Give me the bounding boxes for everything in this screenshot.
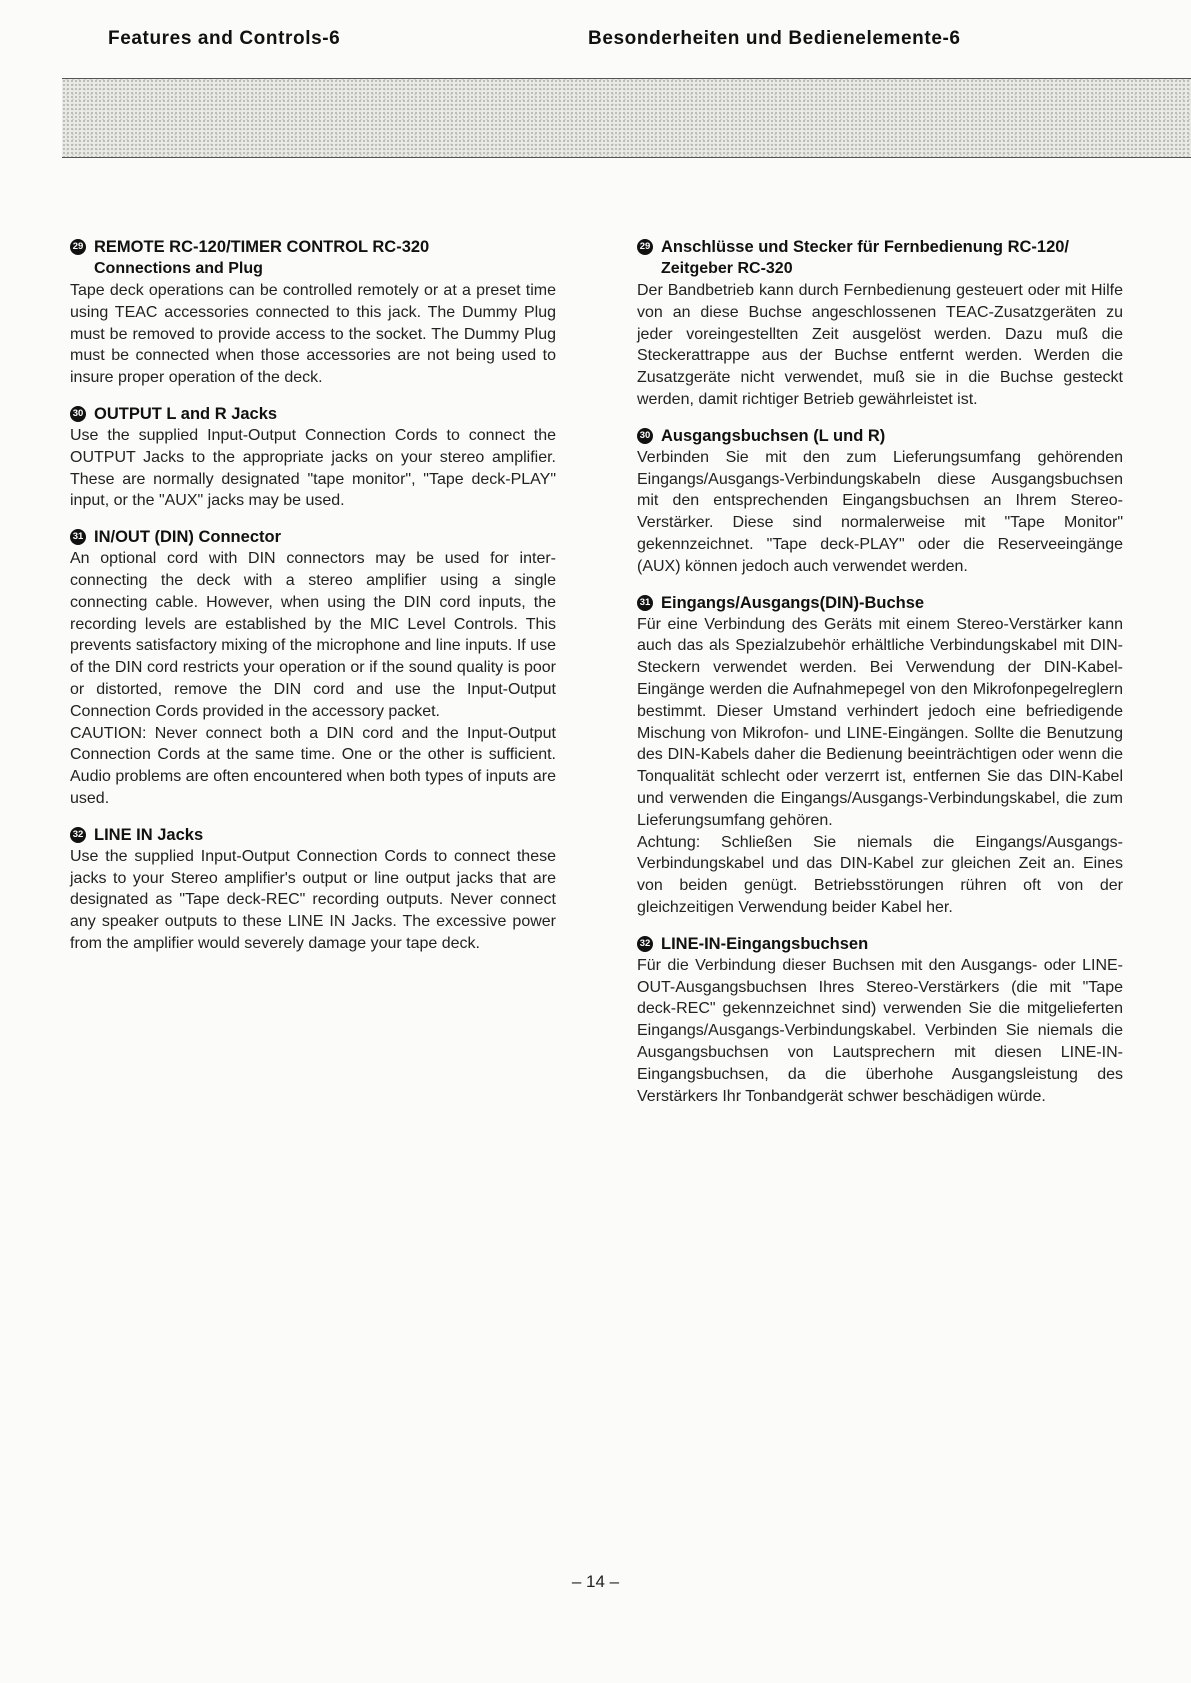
section-heading bbox=[70, 236, 556, 258]
section-line-in bbox=[70, 824, 556, 955]
section-heading bbox=[637, 425, 1123, 447]
section-paragraph: Use the supplied Input-Output Connection Cords to connect these jacks to your Stereo amplifier's output or line output jacks that are designated as "Tape deck-REC" recording outputs. Never connect any speaker outputs to these LINE IN Jacks. The excessive power from the amplifier would severely damage your tape deck. bbox=[70, 847, 556, 952]
section-heading bbox=[70, 403, 556, 425]
item-number-badge: 32 bbox=[70, 827, 86, 843]
caution-paragraph: Achtung: Schließen Sie niemals die Eingangs/Ausgangs-Verbindungskabel und das DIN-Kabel zur gleichen Zeit an. Eines von beiden genügt. Betriebsstörungen rühren oft von der gleichzeitigen Verwendung beider Kabel her. bbox=[637, 833, 1123, 916]
german-column bbox=[637, 236, 1123, 1121]
item-number-badge: 31 bbox=[70, 529, 86, 545]
heading-text: OUTPUT L and R Jacks bbox=[94, 404, 278, 423]
page-number: – 14 – bbox=[571, 1572, 620, 1591]
item-number-badge: 30 bbox=[637, 428, 653, 444]
header-band bbox=[62, 78, 1191, 158]
section-heading bbox=[637, 236, 1123, 258]
header-title-german: Besonderheiten und Bedienelemente-6 bbox=[588, 28, 961, 49]
section-line-in-buchsen bbox=[637, 933, 1123, 1108]
item-number-badge: 29 bbox=[637, 239, 653, 255]
section-output-jacks bbox=[70, 403, 556, 512]
heading-text: LINE-IN-Eingangsbuchsen bbox=[661, 934, 869, 953]
section-paragraph: Für eine Verbindung des Geräts mit einem Stereo-Verstärker kann auch das als Spezialzubehör erhältliche Verbindungskabel mit DIN-Steckern verwendet werden. Bei Verwendung der DIN-Kabel-Eingänge werden die Aufnahmepegel von den Mikrofonpegelreglern bestimmt. Dieser Umstand verhindert jedoch eine befriedigende Mischung von Mikrofon- und LINE-Eingängen. Sollte die Benutzung des DIN-Kabels daher die Bedienung beeinträchtigen oder wenn die Tonqualität schlecht oder verzerrt ist, entfernen Sie das DIN-Kabel und verwenden die Eingangs/Ausgangs-Verbindungskabel, die zum Lieferungsumfang gehören. bbox=[637, 615, 1123, 829]
header-title-english: Features and Controls-6 bbox=[108, 28, 341, 49]
item-number-badge: 29 bbox=[70, 239, 86, 255]
section-paragraph: An optional cord with DIN connectors may be used for inter-connecting the deck with a stereo amplifier using a single connecting cable. However, when using the DIN cord inputs, the recording levels are established by the MIC Level Controls. This prevents satisfactory mixing of the microphone and line inputs. If use of the DIN cord restricts your operation or if the sound quality is poor or distorted, remove the DIN cord and use the Input-Output Connection Cords provided in the accessory packet. bbox=[70, 550, 556, 720]
section-paragraph: Für die Verbindung dieser Buchsen mit den Ausgangs- oder LINE-OUT-Ausgangsbuchsen Ihres Stereo-Verstärkers (die mit "Tape deck-REC" gekennzeichnet sind) verwenden Sie die mitgelieferten Eingangs/Ausgangs-Verbindungskabel. Verbinden Sie niemals die Ausgangsbuchsen von Lautsprechern mit diesen LINE-IN-Eingangsbuchsen, da die überhohe Ausgangsleistung des Verstärkers Ihr Tonbandgerät schwer beschädigen würde. bbox=[637, 956, 1123, 1105]
heading-text: LINE IN Jacks bbox=[94, 825, 204, 844]
section-din-buchse bbox=[637, 592, 1123, 919]
heading-text: Ausgangsbuchsen (L und R) bbox=[661, 426, 886, 445]
english-column bbox=[70, 236, 556, 969]
item-number-badge: 32 bbox=[637, 936, 653, 952]
section-paragraph: Tape deck operations can be controlled remotely or at a preset time using TEAC accessories connected to this jack. The Dummy Plug must be removed to provide access to the socket. The Dummy Plug must be connected when those accessories are not being used to insure proper operation of the deck. bbox=[70, 282, 556, 387]
heading-text: Anschlüsse und Stecker für Fernbedienung RC-120/ bbox=[661, 238, 1070, 256]
section-heading bbox=[70, 526, 556, 548]
section-paragraph: Use the supplied Input-Output Connection Cords to connect the OUTPUT Jacks to the appropriate jacks on your stereo amplifier. These are normally designated "tape monitor", "Tape deck-PLAY" input, or the "AUX" jacks may be used. bbox=[70, 426, 556, 510]
section-heading bbox=[637, 592, 1123, 614]
section-heading bbox=[637, 933, 1123, 955]
section-subheading: Connections and Plug bbox=[94, 260, 263, 277]
heading-text: REMOTE RC-120/TIMER CONTROL RC-320 bbox=[94, 238, 430, 256]
section-ausgangsbuchsen bbox=[637, 425, 1123, 578]
section-subheading: Zeitgeber RC-320 bbox=[661, 260, 793, 277]
section-heading bbox=[70, 824, 556, 846]
section-din-connector bbox=[70, 526, 556, 810]
section-fernbedienung bbox=[637, 236, 1123, 411]
section-paragraph: Der Bandbetrieb kann durch Fernbedienung gesteuert oder mit Hilfe von an diese Buchse angeschlossenen TEAC-Zusatzgeräten zu jeder voreingestellten Zeit ausgelöst werden. Dazu muß die Steckerattrappe aus der Buchse entfernt werden. Werden die Zusatzgeräte nicht verwendet, muß sie in die Buchse gesteckt werden, damit richtiger Betrieb gewährleistet ist. bbox=[637, 282, 1123, 408]
section-paragraph: Verbinden Sie mit den zum Lieferungsumfang gehörenden Eingangs/Ausgangs-Verbindungskabeln diese Ausgangsbuchsen mit den entsprechenden Eingangsbuchsen an Ihrem Stereo-Verstärker. Diese sind normalerweise mit "Tape Monitor" gekennzeichnet. "Tape deck-PLAY" oder die Reserveeingänge (AUX) können jedoch auch verwendet werden. bbox=[637, 448, 1123, 575]
heading-text: Eingangs/Ausgangs(DIN)-Buchse bbox=[661, 593, 925, 612]
item-number-badge: 31 bbox=[637, 595, 653, 611]
item-number-badge: 30 bbox=[70, 406, 86, 422]
heading-text: IN/OUT (DIN) Connector bbox=[94, 528, 281, 547]
caution-paragraph: CAUTION: Never connect both a DIN cord and the Input-Output Connection Cords at the same time. One or the other is sufficient. Audio problems are often encountered when both types of inputs are used. bbox=[70, 724, 556, 807]
section-remote bbox=[70, 236, 556, 389]
